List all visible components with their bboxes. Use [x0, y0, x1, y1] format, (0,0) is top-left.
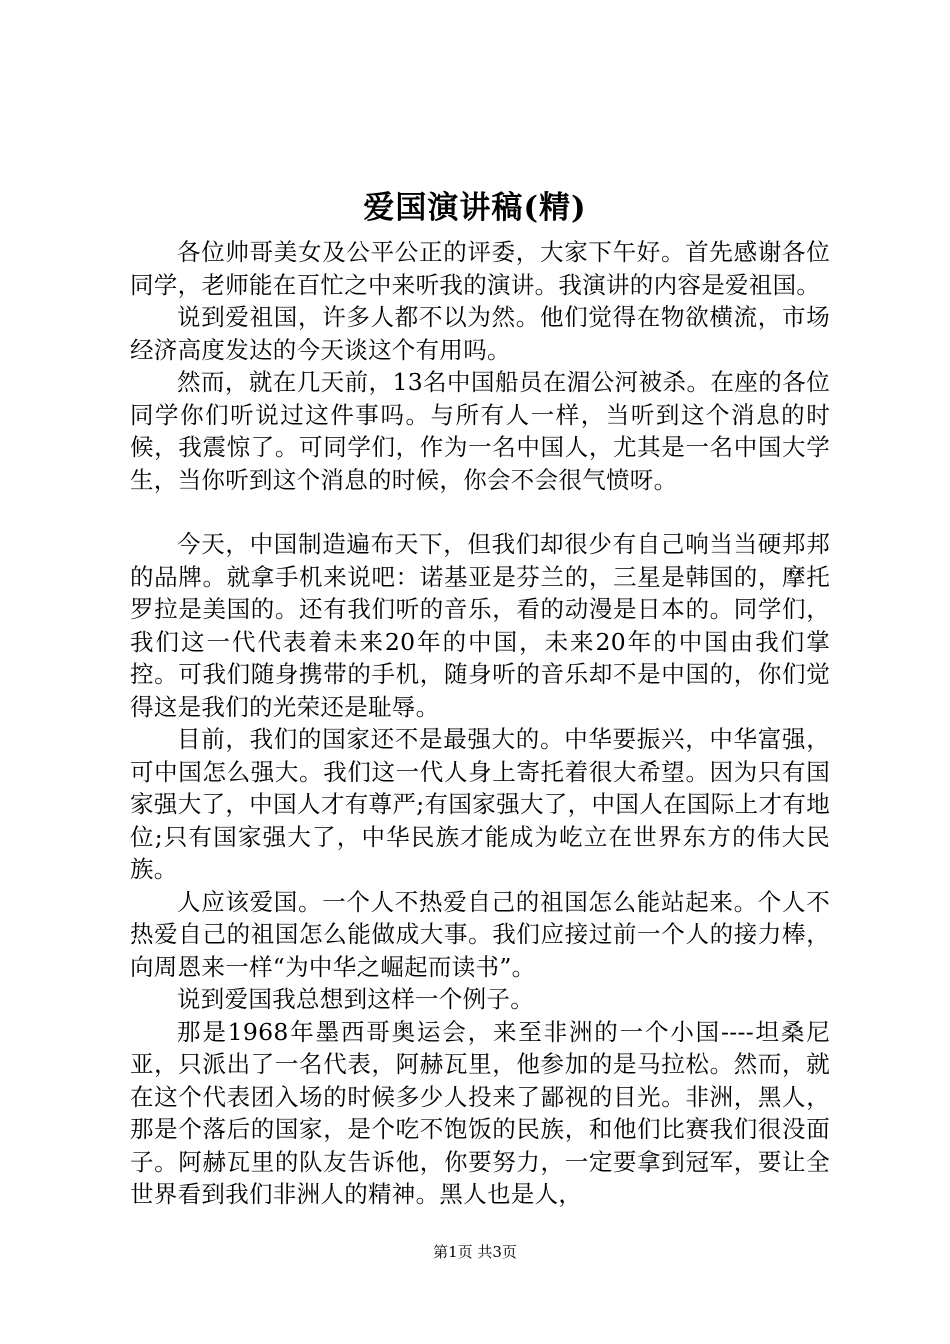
paragraph-strong-nation: 目前，我们的国家还不是最强大的。中华要振兴，中华富强，可中国怎么强大。我们这一代人身上寄托着很大希望。因为只有国家强大了，中国人才有尊严;有国家强大了，中国人在国际上才有地位;只有国家强大了，中华民族才能成为屹立在世界东方的伟大民族。 — [130, 725, 830, 883]
paragraph-brands: 今天，中国制造遍布天下，但我们却很少有自己响当当硬邦邦的品牌。就拿手机来说吧：诺基亚是芬兰的，三星是韩国的，摩托罗拉是美国的。还有我们听的音乐，看的动漫是日本的。同学们，我们这一代代表着未来20年的中国，未来20年的中国由我们掌控。可我们随身携带的手机，随身听的音乐却不是中国的，你们觉得这是我们的光荣还是耻辱。 — [130, 530, 830, 721]
page-number-footer: 第1页 共3页 — [433, 1243, 517, 1261]
document-body — [130, 236, 830, 1211]
paragraph-greeting: 各位帅哥美女及公平公正的评委，大家下午好。首先感谢各位同学，老师能在百忙之中来听我的演讲。我演讲的内容是爱祖国。 — [130, 238, 830, 299]
paragraph-love-country: 人应该爱国。一个人不热爱自己的祖国怎么能站起来。个人不热爱自己的祖国怎么能做成大事。我们应接过前一个人的接力棒，向周恩来一样“为中华之崛起而读书”。 — [130, 887, 830, 981]
paragraph-example-intro: 说到爱国我总想到这样一个例子。 — [177, 985, 534, 1013]
paragraph-mekong: 然而，就在几天前，13名中国船员在湄公河被杀。在座的各位同学你们听说过这件事吗。与所有人一样，当听到这个消息的时候，我震惊了。可同学们，作为一名中国人，尤其是一名中国大学生，当你听到这个消息的时候，你会不会很气愤呀。 — [130, 368, 830, 494]
paragraph-olympics-story: 那是1968年墨西哥奥运会，来至非洲的一个小国----坦桑尼亚，只派出了一名代表，阿赫瓦里，他参加的是马拉松。然而，就在这个代表团入场的时候多少人投来了鄙视的目光。非洲，黑人，那是个落后的国家，是个吃不饱饭的民族，和他们比赛我们很没面子。阿赫瓦里的队友告诉他，你要努力，一定要拿到冠军，要让全世界看到我们非洲人的精神。黑人也是人， — [130, 1017, 830, 1208]
document-title: 爱国演讲稿(精) — [363, 190, 587, 226]
paragraph-topic: 说到爱祖国，许多人都不以为然。他们觉得在物欲横流，市场经济高度发达的今天谈这个有用吗。 — [130, 303, 830, 364]
